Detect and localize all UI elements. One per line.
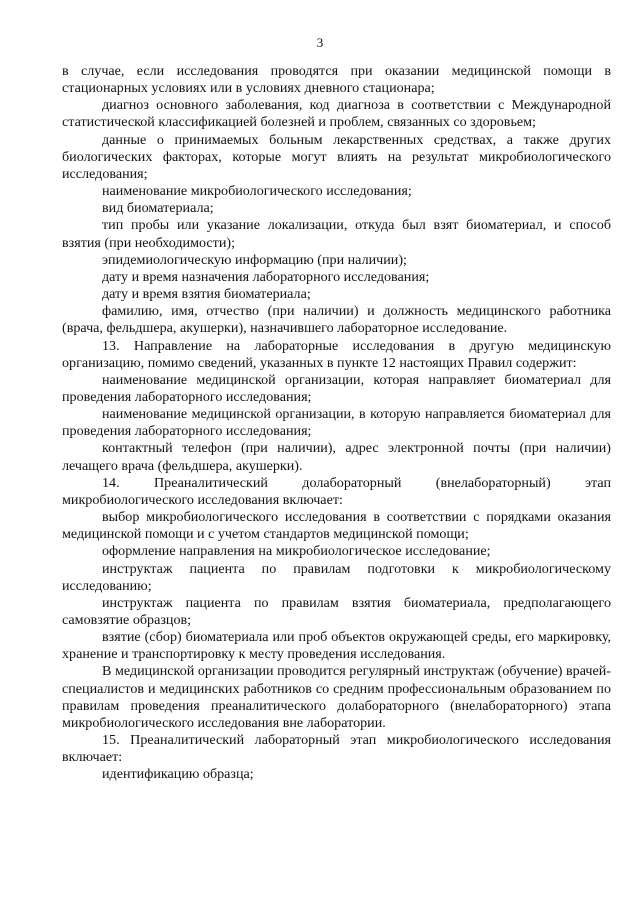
paragraph-6: тип пробы или указание локализации, откуда был взят биоматериал, и способ взятия (при необходимости); xyxy=(62,217,611,251)
paragraph-17: оформление направления на микробиологическое исследование; xyxy=(102,543,491,560)
paragraph-19: инструктаж пациента по правилам взятия биоматериала, предполагающего самовзятие образцов; xyxy=(62,594,611,628)
paragraph-20: взятие (сбор) биоматериала или проб объектов окружающей среды, его маркировку, хранение и транспортировку к месту проведения исследования. xyxy=(62,629,611,663)
paragraph-23: идентификацию образца; xyxy=(102,766,254,783)
paragraph-13: наименование медицинской организации, в которую направляется биоматериал для проведения лабораторного исследования; xyxy=(62,406,611,440)
paragraph-16: выбор микробиологического исследования в соответствии с порядками оказания медицинской помощи и с учетом стандартов медицинской помощи; xyxy=(62,509,611,543)
paragraph-18: инструктаж пациента по правилам подготовки к микробиологическому исследованию; xyxy=(62,560,611,594)
paragraph-7: эпидемиологическую информацию (при наличии); xyxy=(102,251,407,268)
paragraph-14: контактный телефон (при наличии), адрес электронной почты (при наличии) лечащего врача (фельдшера, акушерки). xyxy=(62,440,611,474)
paragraph-4: наименование микробиологического исследования; xyxy=(102,183,412,200)
paragraph-1: в случае, если исследования проводятся при оказании медицинской помощи в стационарных условиях или в условиях дневного стационара; xyxy=(62,63,611,97)
page-number: 3 xyxy=(316,35,324,50)
paragraph-8: дату и время назначения лабораторного исследования; xyxy=(102,268,430,285)
document-body xyxy=(62,63,611,784)
paragraph-3: данные о принимаемых больным лекарственных средствах, а также других биологических факторах, которые могут влиять на результат микробиологического исследования; xyxy=(62,131,611,182)
paragraph-12: наименование медицинской организации, которая направляет биоматериал для проведения лабораторного исследования; xyxy=(62,371,611,405)
paragraph-5: вид биоматериала; xyxy=(102,200,214,217)
paragraph-21: В медицинской организации проводится регулярный инструктаж (обучение) врачей-специалистов и медицинских работников со средним профессиональным образованием по правилам проведения преаналитического долабораторного (внелабораторного) этапа микробиологического исследования вне лаборатории. xyxy=(62,663,611,731)
paragraph-11: 13. Направление на лабораторные исследования в другую медицинскую организацию, помимо сведений, указанных в пункте 12 настоящих Правил содержит: xyxy=(62,337,611,371)
paragraph-22: 15. Преаналитический лабораторный этап микробиологического исследования включает: xyxy=(62,732,611,766)
paragraph-15: 14. Преаналитический долабораторный (внелабораторный) этап микробиологического исследования включает: xyxy=(62,474,611,508)
paragraph-2: диагноз основного заболевания, код диагноза в соответствии с Международной статистической классификацией болезней и проблем, связанных со здоровьем; xyxy=(62,97,611,131)
paragraph-9: дату и время взятия биоматериала; xyxy=(102,286,311,303)
paragraph-10: фамилию, имя, отчество (при наличии) и должность медицинского работника (врача, фельдшера, акушерки), назначившего лабораторное исследование. xyxy=(62,303,611,337)
